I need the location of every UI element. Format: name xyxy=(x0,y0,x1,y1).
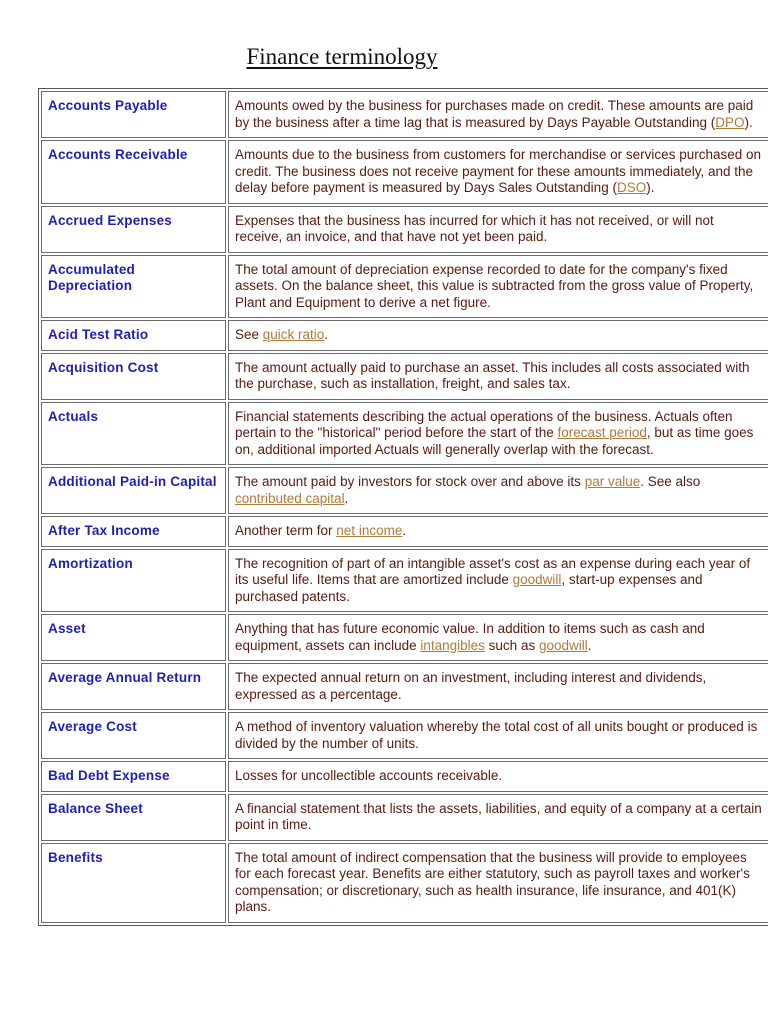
definition-text: The amount actually paid to purchase an asset. This includes all costs associated with the purchase, such as installation, freight, and sales tax. xyxy=(235,359,750,391)
definition-link[interactable]: quick ratio xyxy=(262,327,325,342)
table-row xyxy=(41,353,768,400)
definition-cell xyxy=(228,516,768,547)
definition-text: . See also xyxy=(640,474,701,489)
definition-text: Financial statements describing the actual operations of the business. Actuals often pertain to the "historical" period before the start of the xyxy=(235,408,733,440)
definition-cell xyxy=(228,761,768,792)
table-row xyxy=(41,712,768,759)
term-cell: Amortization xyxy=(41,549,226,613)
definition-cell xyxy=(228,206,768,253)
table-row xyxy=(41,402,768,466)
definition-text: ). xyxy=(646,180,655,195)
definition-text: The total amount of indirect compensation that the business will provide to employees for each forecast year. Benefits are either statutory, such as payroll taxes and worker's compensation; or discretionary, such as health insurance, life insurance, and 401(K) plans. xyxy=(235,849,750,914)
term-cell: Additional Paid-in Capital xyxy=(41,467,226,514)
term-cell: Average Annual Return xyxy=(41,663,226,710)
term-cell: Actuals xyxy=(41,402,226,466)
definition-text: Expenses that the business has incurred for which it has not received, or will not receive, an invoice, and that have not yet been paid. xyxy=(235,212,714,244)
glossary-table xyxy=(38,88,768,926)
definition-link[interactable]: contributed capital xyxy=(235,490,345,506)
term-cell: Accounts Receivable xyxy=(41,140,226,204)
table-row xyxy=(41,206,768,253)
table-row xyxy=(41,549,768,613)
table-row xyxy=(41,516,768,547)
definition-cell xyxy=(228,402,768,466)
term-cell: Accumulated Depreciation xyxy=(41,255,226,319)
term-cell: Accounts Payable xyxy=(41,91,226,138)
definition-text: Amounts owed by the business for purchases made on credit. These amounts are paid by the business after a time lag that is measured by Days Payable Outstanding ( xyxy=(235,98,754,130)
definition-text: . xyxy=(324,327,329,342)
definition-cell xyxy=(228,843,768,923)
definition-cell xyxy=(228,467,768,514)
table-row xyxy=(41,320,768,351)
definition-text: . xyxy=(402,523,407,538)
definition-cell xyxy=(228,353,768,400)
table-row xyxy=(41,255,768,319)
page-title: Finance terminology xyxy=(246,44,438,69)
definition-cell xyxy=(228,663,768,710)
table-row xyxy=(41,467,768,514)
definition-cell xyxy=(228,712,768,759)
definition-link[interactable]: par value xyxy=(584,474,641,489)
table-row xyxy=(41,140,768,204)
table-row xyxy=(41,761,768,792)
definition-text: Losses for uncollectible accounts receivable. xyxy=(235,768,503,783)
definition-text: . xyxy=(344,490,349,506)
definition-cell xyxy=(228,140,768,204)
definition-text: , but as time goes on, additional imported Actuals will generally overlap with the forecast. xyxy=(235,425,754,457)
definition-text: The expected annual return on an investment, including interest and dividends, expressed as a percentage. xyxy=(235,670,707,702)
definition-text: The amount paid by investors for stock over and above its xyxy=(235,474,585,489)
table-row xyxy=(41,614,768,661)
definition-cell xyxy=(228,794,768,841)
definition-text: , start-up expenses and purchased patents. xyxy=(235,572,703,604)
definition-link[interactable]: goodwill xyxy=(512,572,562,587)
definition-text: A financial statement that lists the assets, liabilities, and equity of a company at a certain point in time. xyxy=(235,800,762,832)
definition-cell xyxy=(228,549,768,613)
term-cell: Benefits xyxy=(41,843,226,923)
definition-link[interactable]: goodwill xyxy=(538,637,588,653)
definition-link[interactable]: DSO xyxy=(616,180,647,195)
definition-cell xyxy=(228,91,768,138)
term-cell: Asset xyxy=(41,614,226,661)
term-cell: After Tax Income xyxy=(41,516,226,547)
definition-text: Another term for xyxy=(235,523,337,538)
term-cell: Acid Test Ratio xyxy=(41,320,226,351)
definition-cell xyxy=(228,614,768,661)
term-cell: Bad Debt Expense xyxy=(41,761,226,792)
definition-text: . xyxy=(587,637,592,653)
term-cell: Balance Sheet xyxy=(41,794,226,841)
term-cell: Average Cost xyxy=(41,712,226,759)
definition-text: ). xyxy=(744,114,753,130)
table-row xyxy=(41,91,768,138)
definition-text: Amounts due to the business from customers for merchandise or services purchased on credit. The business does not receive payment for these amounts immediately, and the delay before payment is measured by Days Sales Outstanding ( xyxy=(235,147,761,195)
term-cell: Acquisition Cost xyxy=(41,353,226,400)
definition-text: such as xyxy=(484,637,539,653)
table-row xyxy=(41,843,768,923)
definition-text: The recognition of part of an intangible asset's cost as an expense during each year of its useful life. Items that are amortized include xyxy=(235,555,751,587)
table-row xyxy=(41,794,768,841)
glossary-body xyxy=(41,91,768,923)
definition-link[interactable]: net income xyxy=(336,523,403,538)
definition-link[interactable]: DPO xyxy=(715,114,745,130)
term-cell: Accrued Expenses xyxy=(41,206,226,253)
definition-text: Anything that has future economic value. In addition to items such as cash and equipment, assets can include xyxy=(235,621,705,653)
definition-text: The total amount of depreciation expense recorded to date for the company's fixed assets. On the balance sheet, this value is subtracted from the gross value of Property, Plant and Equipment to derive a net figure. xyxy=(235,261,754,310)
definition-cell xyxy=(228,255,768,319)
definition-text: See xyxy=(235,327,263,342)
definition-link[interactable]: intangibles xyxy=(420,637,485,653)
definition-text: A method of inventory valuation whereby the total cost of all units bought or produced is divided by the number of units. xyxy=(235,719,758,751)
definition-link[interactable]: forecast period xyxy=(557,425,647,440)
definition-cell xyxy=(228,320,768,351)
table-row xyxy=(41,663,768,710)
